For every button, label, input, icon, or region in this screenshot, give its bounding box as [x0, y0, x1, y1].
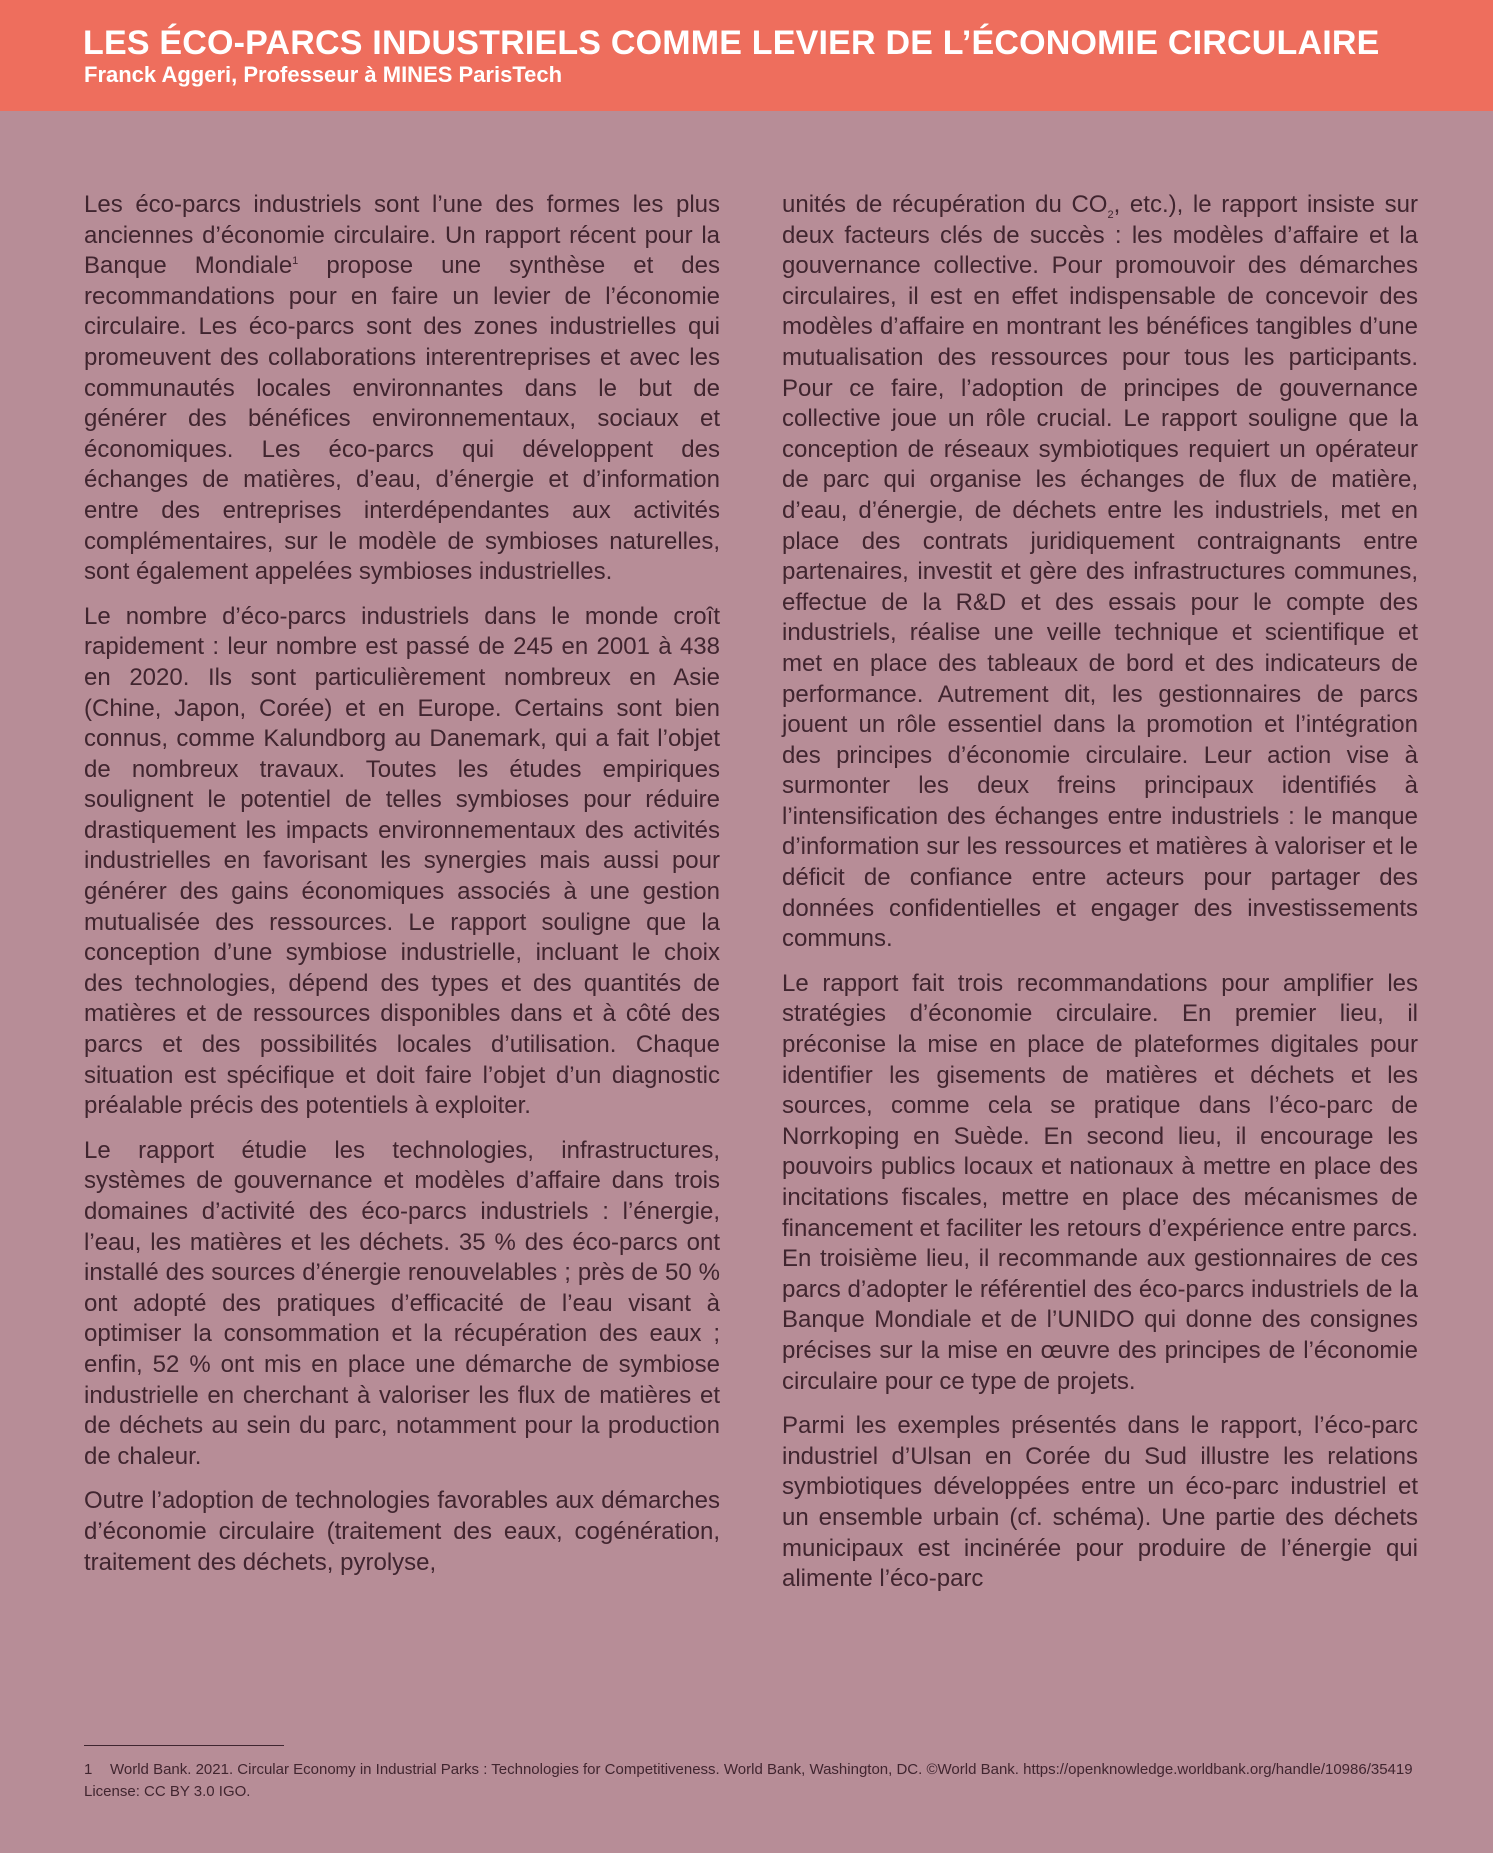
left-column	[84, 190, 720, 1592]
paragraph-5-text: unités de récupération du CO	[782, 191, 1108, 218]
article-author: Franck Aggeri, Professeur à MINES ParisTech	[84, 62, 563, 87]
paragraph-5	[782, 190, 1418, 955]
paragraph-5-rest: , etc.), le rapport insiste sur deux facteurs clés de succès : les modèles d’affaire et la gouvernance collective. Pour promouvoir des démarches circulaires, il est en effet indispensable de concevoir des modèles d’affaire en montrant les bénéfices tangibles d’une mutualisation des ressources pour tous les participants. Pour ce faire, l’adoption de principes de gouvernance collective joue un rôle crucial. Le rapport souligne que la conception de réseaux symbiotiques requiert un opérateur de parc qui organise les échanges de flux de matière, d’eau, d’énergie, de déchets entre les industriels, met en place des contrats juridiquement contraignants entre partenaires, investit et gère des infrastructures communes, effectue de la R&D et des essais pour le compte des industriels, réalise une veille technique et scientifique et met en place des tableaux de bord et des indicateurs de performance. Autrement dit, les gestionnaires de parcs jouent un rôle essentiel dans la promotion et l’intégration des principes d’économie circulaire. Leur action vise à surmonter les deux freins principaux identifiés à l’intensification des échanges entre industriels : le manque d’information sur les ressources et matières à valoriser et le déficit de confiance entre acteurs pour partager des données confidentielles et engager des investissements communs.	[782, 191, 1418, 953]
footnote-divider	[84, 1745, 284, 1746]
right-column	[782, 190, 1418, 1609]
footnote-ref: 1	[292, 255, 299, 268]
paragraph-7: Parmi les exemples présentés dans le rapport, l’éco-parc industriel d’Ulsan en Corée du Sud illustre les relations symbiotiques développées entre un éco-parc industriel et un ensemble urbain (cf. schéma). Une partie des déchets municipaux est incinérée pour produire de l’énergie qui alimente l’éco-parc	[782, 1412, 1418, 1593]
paragraph-2: Le nombre d’éco-parcs industriels dans le monde croît rapidement : leur nombre est passé de 245 en 2001 à 438 en 2020. Ils sont particulièrement nombreux en Asie (Chine, Japon, Corée) et en Europe. Certains sont bien connus, comme Kalundborg au Danemark, qui a fait l’objet de nombreux travaux. Toutes les études empiriques soulignent le potentiel de telles symbioses pour réduire drastiquement les impacts environnementaux des activités industrielles en favorisant les synergies mais aussi pour générer des gains économiques associés à une gestion mutualisée des ressources. Le rapport souligne que la conception d’une symbiose industrielle, incluant le choix des technologies, dépend des types et des quantités de matières et de ressources disponibles dans et à côté des parcs et des possibilités locales d’utilisation. Chaque situation est spécifique et doit faire l’objet d’un diagnostic préalable précis des potentiels à exploiter.	[84, 602, 720, 1120]
header-banner	[0, 0, 1493, 111]
article-title: LES ÉCO-PARCS INDUSTRIELS COMME LEVIER DE L’ÉCONOMIE CIRCULAIRE	[83, 24, 1380, 62]
paragraph-1-rest: propose une synthèse et des recommandations pour en faire un levier de l’économie circulaire. Les éco-parcs sont des zones industrielles qui promeuvent des collaborations interentreprises et avec les communautés locales environnantes dans le but de générer des bénéfices environnementaux, sociaux et économiques. Les éco-parcs qui développent des échanges de matières, d’eau, d’énergie et d’information entre des entreprises interdépendantes aux activités complémentaires, sur le modèle de symbioses naturelles, sont également appelées symbioses industrielles.	[84, 252, 720, 586]
paragraph-1-text: Les éco-parcs industriels sont l’une des formes les plus anciennes d’économie circulaire. Un rapport récent pour la Banque Mondiale	[84, 191, 720, 280]
paragraph-4: Outre l’adoption de technologies favorables aux démarches d’économie circulaire (traitement des eaux, cogénération, traitement des déchets, pyrolyse,	[84, 1487, 720, 1576]
paragraph-3: Le rapport étudie les technologies, infrastructures, systèmes de gouvernance et modèles d’affaire dans trois domaines d’activité des éco-parcs industriels : l’énergie, l’eau, les matières et les déchets. 35 % des éco-parcs ont installé des sources d’énergie renouvelables ; près de 50 % ont adopté des pratiques d’efficacité de l’eau visant à optimiser la consommation et la récupération des eaux ; enfin, 52 % ont mis en place une démarche de symbiose industrielle en cherchant à valoriser les flux de matières et de déchets au sein du parc, notamment pour la production de chaleur.	[84, 1136, 720, 1470]
footnote-text: World Bank. 2021. Circular Economy in Industrial Parks : Technologies for Competitiveness. World Bank, Washington, DC. ©World Bank. https://openknowledge.worldbank.org/handle/10986/35419 License: CC BY 3.0 IGO.	[84, 1761, 1413, 1800]
footnote-number: 1	[84, 1761, 93, 1778]
footnote	[84, 1759, 1414, 1803]
paragraph-6: Le rapport fait trois recommandations pour amplifier les stratégies d’économie circulaire. En premier lieu, il préconise la mise en place de plateformes digitales pour identifier les gisements de matières et déchets et les sources, comme cela se pratique dans l’éco-parc de Norrkoping en Suède. En second lieu, il encourage les pouvoirs publics locaux et nationaux à mettre en place des incitations fiscales, mettre en place des mécanismes de financement et faciliter les retours d’expérience entre parcs. En troisième lieu, il recommande aux gestionnaires de ces parcs d’adopter le référentiel des éco-parcs industriels de la Banque Mondiale et de l’UNIDO qui donne des consignes précises sur la mise en œuvre des principes de l’économie circulaire pour ce type de projets.	[782, 969, 1418, 1395]
paragraph-1	[84, 190, 720, 588]
co2-subscript: 2	[1107, 208, 1114, 221]
